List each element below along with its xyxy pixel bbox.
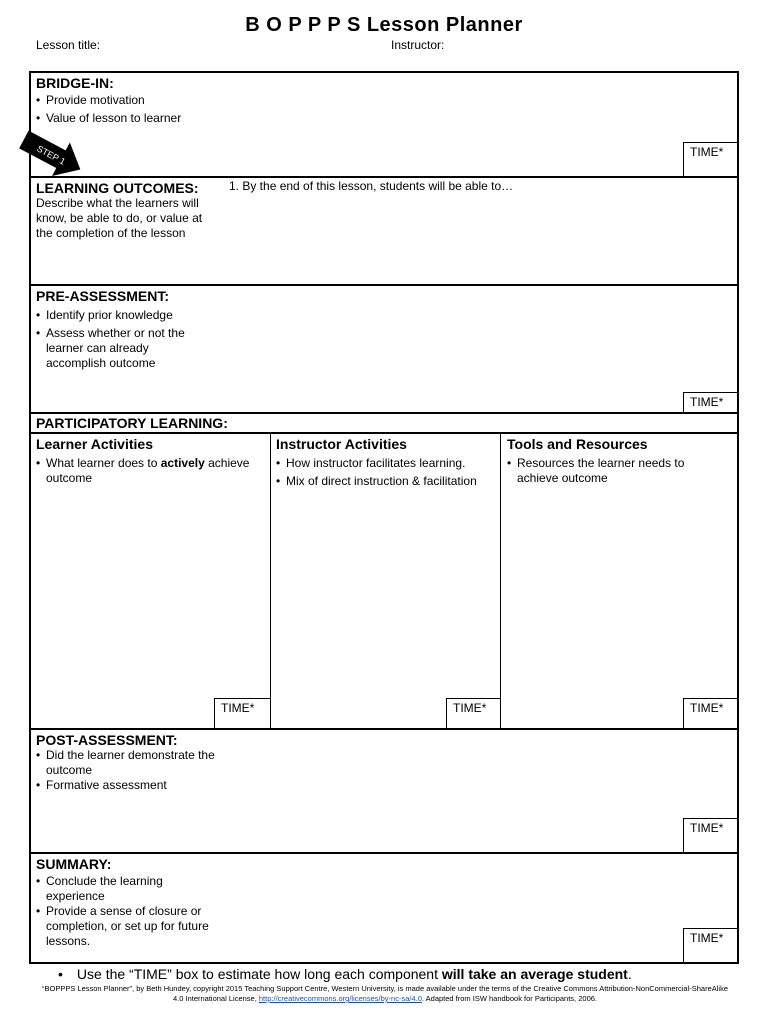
page-title: B O P P P S Lesson Planner	[245, 14, 523, 36]
list-item: • Provide a sense of closure or completion, or set up for future lessons.	[36, 904, 211, 949]
time-box[interactable]: TIME*	[683, 698, 737, 728]
time-box[interactable]: TIME*	[683, 142, 737, 176]
time-box-note: • Use the “TIME” box to estimate how long each component will take an average student.	[58, 966, 632, 982]
list-item: • Value of lesson to learner	[36, 111, 181, 126]
step-arrow-icon	[18, 130, 88, 180]
summary-section	[31, 854, 737, 962]
pre-assessment-list	[36, 308, 201, 374]
pre-assessment-section	[31, 286, 737, 414]
time-box[interactable]: TIME*	[446, 698, 500, 728]
instructor-activities-list	[276, 456, 496, 492]
list-item: • Formative assessment	[36, 778, 216, 793]
column-divider	[270, 434, 271, 728]
list-item: • Resources the learner needs to achieve outcome	[507, 456, 707, 486]
tools-resources-heading: Tools and Resources	[507, 436, 648, 452]
license-credit: “BOPPPS Lesson Planner”, by Beth Hundey, copyright 2015 Teaching Support Centre, Western University, is made available under the terms of the Creative Commons Attribution-NonCommercial-ShareAlike 4.0 International License, http://creativecommons.org/licenses/by-nc-sa/4.0. Adapted from ISW handbook for Participants, 2006.	[41, 984, 729, 1003]
post-assessment-section	[31, 730, 737, 854]
time-box[interactable]: TIME*	[683, 392, 737, 412]
time-box[interactable]: TIME*	[683, 928, 737, 962]
list-item: • How instructor facilitates learning.	[276, 456, 496, 471]
post-assessment-list	[36, 748, 216, 796]
list-item: • Mix of direct instruction & facilitation	[276, 474, 496, 489]
participatory-columns	[31, 434, 737, 730]
learning-outcomes-section	[31, 178, 737, 286]
learner-activities-list	[36, 456, 261, 489]
participatory-heading: PARTICIPATORY LEARNING:	[36, 415, 228, 431]
lesson-title-label: Lesson title:	[36, 38, 101, 52]
outcome-description: Describe what the learners will know, be able to do, or value at the completion of the lesson	[36, 196, 203, 240]
planner-frame	[29, 71, 739, 964]
learner-activities-heading: Learner Activities	[36, 436, 153, 452]
tools-resources-list	[507, 456, 707, 489]
learning-outcomes-heading: LEARNING OUTCOMES:	[36, 180, 199, 196]
step-badge-label: STEP 1	[35, 143, 68, 167]
bridge-in-heading: BRIDGE-IN:	[36, 75, 114, 91]
column-divider	[500, 434, 501, 728]
list-item: • Conclude the learning experience	[36, 874, 211, 904]
list-item: • Did the learner demonstrate the outcome	[36, 748, 216, 778]
bridge-in-section	[31, 73, 737, 178]
post-assessment-heading: POST-ASSESSMENT:	[36, 732, 178, 748]
instructor-activities-heading: Instructor Activities	[276, 436, 407, 452]
bridge-in-list	[36, 93, 181, 129]
outcome-prompt[interactable]: 1. By the end of this lesson, students will be able to…	[229, 179, 514, 193]
list-item: • What learner does to actively achieve outcome	[36, 456, 261, 486]
instructor-label: Instructor:	[391, 38, 445, 52]
summary-list	[36, 874, 211, 952]
participatory-heading-row	[31, 414, 737, 434]
list-item: • Identify prior knowledge	[36, 308, 201, 323]
summary-heading: SUMMARY:	[36, 856, 112, 872]
license-link[interactable]: http://creativecommons.org/licenses/by-nc-sa/4.0	[258, 994, 422, 1003]
time-box[interactable]: TIME*	[214, 698, 270, 728]
pre-assessment-heading: PRE-ASSESSMENT:	[36, 288, 170, 304]
list-item: • Assess whether or not the learner can already accomplish outcome	[36, 326, 201, 371]
list-item: • Provide motivation	[36, 93, 181, 108]
time-box[interactable]: TIME*	[683, 818, 737, 852]
